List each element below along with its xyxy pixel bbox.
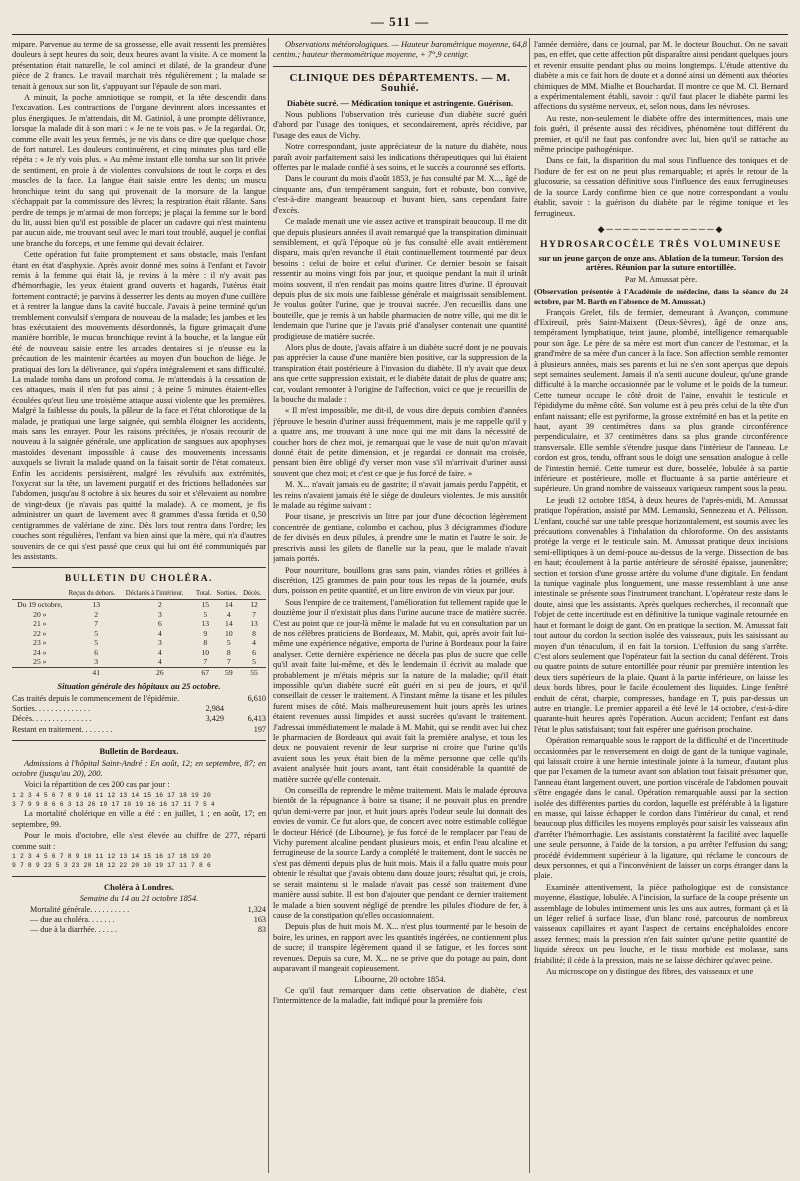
situation-values xyxy=(186,725,266,735)
table-cell: 5 xyxy=(94,638,99,648)
table-cell: 4 xyxy=(157,628,162,638)
table-cell: 67 xyxy=(195,667,216,677)
table-cell: 59 xyxy=(216,667,243,677)
column-header: Reçus du dehors. xyxy=(68,588,125,600)
paragraph: La mortalité cholérique en ville a été : en juillet, 1 ; en août, 17; en septembre, 99. xyxy=(12,809,266,829)
cholera-table xyxy=(12,588,266,678)
meteo-observations: Observations météorologiques. — Hauteur barométrique moyenne, 64,8 centim.; hauteur thermométrique moyenne, + 7°,9 centigr. xyxy=(273,40,527,60)
table-cell: 3 xyxy=(94,657,99,667)
bordeaux-title: Bulletin de Bordeaux. xyxy=(99,746,179,757)
situation-total: 197 xyxy=(253,724,266,734)
daily-cases: 3 7 9 9 8 6 6 3 13 26 19 17 10 19 16 16 17 11 7 5 4 xyxy=(12,800,215,808)
paragraph: Le jeudi 12 octobre 1854, à deux heures de l'après-midi, M. Amussat pratique l'opération, assisté par MM. Lemanski, Sennezeau et A. Pélisson. L'enfant, couché sur une table presque horizontalement, est soumis avec les précautions convenables à l'inhalation du chloroforme. On des assistants protége la verge et le testicule sain. M. Amussat pratique deux incisions semi-elliptiques à un demi-pouce au-dessus de la verge. Dissection de bas en haut; écoulement à la partie antérieure de sérosité épaisse, jaunenâtre; section et torsion d'une grosse artère du volume d'une digitale. En fendant la tunique vaginale plus longuement, une masse ressemblant à une anse intestinale se présente sous l'instrument tranchant. L'opérateur reste dans le doute, ainsi que les assistants. Après quelques recherches, il reconnaît que l'objet de cette incertitude est en définitive la tunique vaginale retournée en haut et formant le doigt de gant. On en pratique la section. M. Amussat fait tout autour du cordon la section isolée des vaisseaux, puis les saisissant au moyen d'un ténaculum, il en fait la torsion. L'effusion du sang s'arrête. C'est alors seulement que l'opérateur fait la section du canal déférent. Trois ou quatre points de suture entortillée pour réunir par première intention les deux tiers supérieurs de la plaie. Quant à la partie inférieure, on laisse les deux bords libres, pour le facile écoulement des liquides. Linge fenêtré enduit de cérat, charpie, compresses, bandage en T, puis par-dessus un autre en triangle. Le premier appareil a été levé le 14 octobre, c'est-à-dire quarante-huit heures après l'opération. Aucun accident; l'enfant est dans l'état le plus satisfaisant; tout fait espérer une guérison prochaine. xyxy=(534,495,788,734)
london-label: Mortalité générale. . . . . . . . . . xyxy=(30,904,130,914)
table-row xyxy=(12,600,266,610)
table-cell: 2 xyxy=(157,600,162,610)
situation-label: Sorties. . . . . . . . . . . . . . xyxy=(12,704,91,714)
table-row xyxy=(12,648,266,658)
table-row xyxy=(12,629,266,639)
situation-values xyxy=(186,704,266,714)
table-cell: 41 xyxy=(68,667,125,677)
article-body xyxy=(273,110,527,974)
paragraph: « Il m'est impossible, me dit-il, de vous dire depuis combien d'années j'éprouve le besoin d'uriner aussi fréquemment, mais je me rappelle qu'il y a quatre ans, me trouvant à une noce qui me mit dans la nécessité de coucher hors de chez moi, je remarquai que le vase de nuit qu'on m'avait donné était de petite dimension, et je regardai ce donnait ma croisée, pensant bien être obligé d'y verser mon vase s'il m'arrivait d'uriner aussi souvent que chez moi; et c'est ce que je fus forcé de faire. » xyxy=(273,406,527,478)
london-subtitle: Semaine du 14 au 21 octobre 1854. xyxy=(79,894,199,904)
paragraph: Cette opération fut faite promptement et sans obstacle, mais l'enfant étant en état d'asphyxie. Après avoir donné mes soins à l'enfant et l'avoir remis à la femme qui était là, je revins à la mère : il n'y avait pas d'hémorrhagie, les yeux étaient grand ouverts et hagards, l'utérus était fortement contracté; je parvins à desserrer les dents au moyen d'une cuillère et à rentrer la langue dans la cavité buccale. J'avais à peine terminé qu'un tremblement convulsif s'empara de nouveau de la malade; les jambes et les bras exécutaient des mouvements désordonnés, la figure grimaçait d'une manière horrible, le mucus bronchique revint à la bouche, et la langue eût été de nouveau saisie entre les arcades dentaires si je n'eusse eu la précaution de les maintenir écartées au moyen d'un bouchon de liége. Je pratiquai des lors la délivrance, qui s'opéra intégralement et sans difficulté. La malade tomba dans un profond coma. Je m'attendais à la cessation de ces attaques, mais il n'en fut pas ainsi ; à peine 5 minutes étaient-elles écoulées qu'eut lieu une troisième attaque aussi violente que les premières. Malgré la faiblesse du pouls, la pâleur de la face et l'état chlorotique de la malade, je pratiquai une large saignée, qui sembla éloigner les accidents, mais sans les enrayer. Pour les raisons précitées, je n'osais recourir de nouveau à la saignée générale, une application de sangsues aux apophyses mastoïdes devenant impossible à cause des mouvements incessants auxquels se livrait la malade quand on la faisait sortir de l'état comateux. Enfin les accidents persistèrent, malgré les révulsifs aux extrémités, l'oxycrat sur la tête, un lavement purgatif et des frictions belladonées sur l'abdomen, jusqu'au 8 octobre à six heures du soir et s'élevaient au nombre de vingt-deux (je n'avais pas quitté la malade). A ce moment, je fis administrer un quart de lavement avec 8 grammes d'assa fœtida et 0,50 centigrammes de valériane de zinc. Dès lors tout rentra dans l'ordre; les couches sont régulières, l'enfant va bien ainsi que la mère, qui n'a d'autres souvenirs de ce qui s'est passé que ceux qui lui ont été communiqués par les assistants. xyxy=(12,250,266,561)
london-label: — due à la diarrhée. . . . . . xyxy=(30,925,118,935)
situation-values xyxy=(186,714,266,724)
london-value: 83 xyxy=(257,925,266,935)
column-divider xyxy=(268,38,269,1173)
table-cell: 5 xyxy=(252,657,256,667)
header-rule xyxy=(12,34,788,35)
table-cell: 22 » xyxy=(33,628,47,638)
presentation-note: (Observation présentée à l'Académie de médecine, dans la séance du 24 octobre, par M. Barth en l'absence de M. Amussat.) xyxy=(534,287,788,306)
situation-row xyxy=(12,714,266,724)
bulletin-title: BULLETIN DU CHOLÉRA. xyxy=(65,574,213,585)
table-cell: 9 xyxy=(203,628,208,638)
table-cell: 7 xyxy=(226,657,231,667)
table-cell: 10 xyxy=(201,647,210,657)
table-cell: 8 xyxy=(252,628,256,638)
situation-total: 6,413 xyxy=(247,714,266,724)
table-cell: 4 xyxy=(252,638,256,648)
paragraph: Notre correspondant, juste appréciateur de la nature du diabète, nous paraît avoir parfaitement saisi les indications thérapeutiques qui lui étaient offertes par le malade confié à ses soins, et le succès a couronné ses efforts. xyxy=(273,142,527,173)
situation-row xyxy=(12,694,266,704)
table-header-row xyxy=(12,588,266,600)
table-cell: 6 xyxy=(94,647,99,657)
situation-title: Situation générale des hôpitaux au 25 octobre. xyxy=(57,681,221,692)
table-cell: 5 xyxy=(94,628,99,638)
table-cell: 14 xyxy=(225,600,233,610)
london-row xyxy=(12,925,266,935)
table-cell: 55 xyxy=(242,667,266,677)
column-header: Sorties. xyxy=(216,588,243,600)
section-rule xyxy=(12,876,266,877)
london-value: 1,324 xyxy=(247,904,266,914)
table-cell: 8 xyxy=(226,647,231,657)
paragraph: Depuis plus de huit mois M. X... n'est plus tourmenté par le besoin de boire, les urines, en rapport avec les quantités ingérées, ne contiennent plus de sucre; il transpire légèrement quand il se fatigue, et les forces sont revenues. Depuis sa cure, M. X... ne se prive que du potage au pain, dont auparavant il mangeait copieusement. xyxy=(273,922,527,973)
hydro-title: HYDROSARCOCÈLE TRÈS VOLUMINEUSE xyxy=(540,240,782,251)
author-line: Par M. Amussat père. xyxy=(624,274,698,284)
table-row xyxy=(12,619,266,629)
paragraph: Au reste, non-seulement le diabète offre des intermittences, mais une fois guéri, il présente aussi des récidives, phénomène tout différent du premier, et qu'il ne faut pas confondre avec lui, bien qu'il se rattache au même principe pathogénique. xyxy=(534,113,788,155)
section-rule xyxy=(12,740,266,741)
london-label: — due au choléra. . . . . . . xyxy=(30,914,115,924)
situation-row xyxy=(12,704,266,714)
situation-label: Décès. . . . . . . . . . . . . . . xyxy=(12,714,92,724)
table-cell: 20 » xyxy=(33,609,47,619)
table-cell: 14 xyxy=(225,619,233,629)
ornament-divider: ◆─────────────◆ xyxy=(597,223,725,234)
clinic-subtitle: Diabète sucré. — Médication tonique et astringente. Guérison. xyxy=(286,97,514,108)
table-total-row xyxy=(12,667,266,677)
section-rule xyxy=(273,66,527,67)
paragraph: Pour le mois d'octobre, elle s'est élevée au chiffre de 277, réparti comme suit : xyxy=(12,831,266,851)
day-numbers: 1 2 3 4 5 6 7 8 9 10 11 12 13 14 15 16 17 18 19 20 xyxy=(12,791,211,799)
clinic-title: CLINIQUE DES DÉPARTEMENTS. — M. Souhié. xyxy=(289,71,511,95)
london-row xyxy=(12,905,266,915)
table-cell: 26 xyxy=(125,667,195,677)
situation-total: 6,610 xyxy=(247,693,266,703)
table-cell: 3 xyxy=(157,638,162,648)
paragraph: Ce qu'il faut remarquer dans cette observation de diabète, c'est l'intermittence de la maladie, fait indiqué pour la première fois xyxy=(273,985,527,1006)
paragraph: On conseilla de reprendre le même traitement. Mais le malade éprouva bientôt de la répugnance à boire sa tisane; il ne pouvait plus en prendre qu'un demi-verre par jour, et huit jours après l'odeur seule lui donnait des envies de vomir. Ce fut alors que, de concert avec notre estimable collègue le docteur Héricé (de Libourne), je fus forcé de le remplacer par l'eau de Vichy purement alcaline pendant plusieurs mois, et enfin l'eau alcaline et ferrugineuse de la source Lardy a complété le traitement, dont le succès ne s'est pas démenti depuis plus de huit mois. Mais il a fallu quatre mois pour obtenir le résultat que j'avais obtenu dans douze jours; résultat qui, je crois, se serait maintenu si le malade n'avait pas cessé son traitement d'une manière aussi subite. Il est bon d'ajouter que pendant ce dernier traitement le malade a bien souvent négligé de prendre les pilules d'iodure de fer, à cause de la constipation qu'elles occasionnaient. xyxy=(273,786,527,920)
situation-value: 2,984 xyxy=(205,704,224,714)
table-cell: 13 xyxy=(201,619,210,629)
situation-value: 3,429 xyxy=(205,714,224,724)
paragraph: Alors plus de doute, j'avais affaire à un diabète sucré dont je ne pouvais pas apprécier la cause d'une manière bien positive, car la suppression de la transpiration était postérieure à l'invasion du diabète. Il n'y avait que deux ans que cette suppression existait, et le diabète datait de plus de quatre ans; car, voulant remonter à l'origine de l'affection, voici ce que je recueillis de la bouche du malade : xyxy=(273,342,527,404)
situation-label: Cas traités depuis le commencement de l'épidémie. xyxy=(12,693,180,703)
paragraph: François Grelet, fils de fermier, demeurant à Avançon, commune d'Exireuil, près Saint-Maixent (Deux-Sèvres), âgé de onze ans, tempérament lymphatique, teint jaune, plombé, intelligence remarquable pour son âge. Le père de sa mère est mort d'un cancer de l'estomac, et la grand'mère de sa mère d'un cancer à la face. Son affection semble remonter à plusieurs années, mais ses parents et lui ne s'en sont aperçus que depuis sept semaines seulement. Jamais il n'a senti aucune douleur, qu'une grande difficulté à la marche occasionnée par le volume et le poids de la tumeur. Cette tumeur occupe le côté droit de l'aine, envahit le testicule et l'épididyme du même côté. Son volume est à peu près celui de la tête d'un enfant naissant; elle est pyriforme, la grosse extrémité en bas et la petite en haut, ayant 39 centimètres dans sa plus grande circonférence perpendiculaire, et 37 centimètres dans sa plus grande circonférence transversale. Elle semble s'étendre jusque dans l'intérieur de l'anneau. Le cordon est gros, tendu, offrant sous le doigt une sensation analogue à celle de l'intestin hernié. Cette tumeur est dure, bosselée, lobulée à sa partie inférieure et postérieure, molle et fluctuante à sa partie antérieure et supérieure. Un grand nombre de vaisseaux variqueux rampent sous la peau. xyxy=(534,307,788,494)
article-body xyxy=(534,308,788,978)
column-middle xyxy=(273,40,527,1170)
table-cell: 24 » xyxy=(33,647,47,657)
table-cell: 5 xyxy=(226,638,231,648)
paragraph: Ce malade menait une vie assez active et transpirait beaucoup. Il me dit que depuis plusieurs années il avait remarqué que la transpiration diminuait sensiblement, et qu'à l'époque où je fus consulté elle avait entièrement disparu, mais qu'en revanche il était continuellement tourmenté par deux besoins : celui de boire et celui d'uriner. Ce dernier besoin se faisait ressentir au moins vingt fois par jour, et quoique pendant la nuit il urinât moins souvent, il n'en rendait pas moins quatre litres d'urine. Il éprouvait depuis plus de six mois une faiblesse générale et maigrissait sensiblement. Je voulus goûter l'urine, que je trouvai sucrée. J'en recueillis dans une bouteille, que je remis à un habile pharmacien de notre ville, qui me dit le lendemain que l'urine que je l'avais prié d'analyser contenait une quantité prodigieuse de matière sucrée. xyxy=(273,217,527,341)
column-header: Déclarés à l'intérieur. xyxy=(125,588,195,600)
table-row xyxy=(12,610,266,620)
table-cell: 7 xyxy=(94,619,99,629)
table-cell: 10 xyxy=(225,628,233,638)
table-cell: 6 xyxy=(252,647,256,657)
table-cell: 7 xyxy=(252,609,256,619)
paragraph: M. X... n'avait jamais eu de gastrite; il n'avait jamais perdu l'appétit, et les reins n'avaient jamais été le siège de douleurs violentes. Je mis aussitôt le malade au régime suivant : xyxy=(273,480,527,511)
hydro-subtitle: sur un jeune garçon de onze ans. Ablation de la tumeur. Torsion des artères. Réunion par la suture entortillée. xyxy=(538,252,784,273)
paragraph: Opération remarquable sous le rapport de la difficulté et de l'incertitude occasionnées par le renversement en doigt de gant de la tunique vaginale, qui laissait croire à une hernie intestinale jointe à la tumeur, d'autant plus que par l'examen de la tumeur avant son ablation tout faisait présumer que, l'anneau étant largement ouvert, une portion viscérale de l'abdomen pouvait s'être engagée dans le canal. Opération remarquable aussi par la section isolée des différentes parties du cordon, laquelle est préférable à la ligature en masse, qui laisse échapper le cordon dans l'intérieur du canal, et rend beaucoup plus difficiles les moyens employés pour saisir les vaisseaux afin d'arrêter l'hémorrhagie. Les assistants constatèrent la facilité avec laquelle une seule personne, à l'aide de la torsion, a pu arrêter l'effusion du sang; procédé évidemment supérieur à la ligature, qui réclame le concours de deux personnes, et qui a l'inconvénient de laisser un corps étranger dans la plaie. xyxy=(534,736,788,881)
london-list xyxy=(12,905,266,936)
column-right xyxy=(534,40,788,1170)
table-cell: Du 19 octobre, xyxy=(17,600,63,610)
table-row xyxy=(12,638,266,648)
table-cell: 4 xyxy=(157,647,162,657)
column-left xyxy=(12,40,266,1170)
day-numbers: 1 2 3 4 5 6 7 8 9 10 11 12 13 14 15 16 17 18 19 20 xyxy=(12,853,211,861)
table-cell: 2 xyxy=(94,609,99,619)
paragraph: Pour nourriture, bouillons gras sans pain, viandes rôties et grillées à discrétion, 125 grammes de pain pour tous les repas de la journée, œufs durs, poisson en petite quantité, et un litre environ de vin vieux par jour. xyxy=(273,565,527,596)
article-continuation xyxy=(534,40,788,219)
paragraph: Voici la répartition de ces 200 cas par jour : xyxy=(24,780,170,790)
table-cell: 8 xyxy=(203,638,208,648)
london-row xyxy=(12,915,266,925)
signoff: Libourne, 20 octobre 1854. xyxy=(354,975,446,985)
situation-label: Restant en traitement. . . . . . . . xyxy=(12,724,113,734)
paragraph: Sous l'empire de ce traitement, l'amélioration fut tellement rapide que le douzième jour il n'existait plus dans l'urine aucune trace de matière sucrée. C'est au point que ce jour-là même le malade fut vu en consultation par un de nos célèbres praticiens de Bordeaux, M. Mabit, qui, après avoir fait lui-même une expérience négative, emporta de l'urine à Bordeaux pour la faire analyser. Cette dernière expérience ne décela pas plus de sucre que celle qu'il avait faite lui-même, et dès le lendemain il écrivit au malade que probablement je m'étais mépris sur la nature de la maladie; qu'il était impossible qu'un diabète sucré eût guéri en si peu de jours, et qu'il conseillait de cesser le traitement. A l'instant même la tisane et les pilules furent mises de côté. Mais malheureusement huit jours après les urines étaient revenues aussi limpides et aussi sucrées qu'avant le traitement. J'adressai immédiatement le malade à M. Mabit, qui se rendit avec lui chez le pharmacien de Bordeaux qui avait fait la première analyse, et tous les deux ne pouvaient revenir de leur surprise ni croire que l'urine qu'ils avaient sous les yeux était bien de la même personne que celle qu'ils avaient analysée huit jours avant, tant était considérable la quantité de matière sucrée qu'elle contenait. xyxy=(273,597,527,784)
table-cell: 6 xyxy=(157,619,162,629)
situation-values xyxy=(186,694,266,704)
table-cell: 13 xyxy=(250,619,258,629)
column-header: Décès. xyxy=(242,588,266,600)
paragraph: Pour tisane, je prescrivis un litre par jour d'une décoction légèrement concentrée de gentiane, colombo et cachou, plus 3 décigrammes d'iodure de fer divisés en deux pilules, à prendre une le matin et l'autre le soir. Je prescrivis aussi les gilets de flanelle sur la peau, que le malade n'avait jamais portés. xyxy=(273,512,527,564)
london-title: Choléra à Londres. xyxy=(104,881,174,892)
table-cell: 13 xyxy=(92,600,100,610)
section-rule xyxy=(12,567,266,568)
paragraph: Examinée attentivement, la pièce pathologique est de consistance moyenne, élastique, lobulée. A l'incision, la surface de la coupe présente un assemblage de lobules intimement unis les uns aux autres, formant çà et là un léger relief à surface lisse, d'un blanc rosé, parcourus de nombreux vaisseaux capillaires et ayant l'aspect de certains encéphaloïdes encore assez fermes; mais la pression n'en fait suinter qu'une petite quantité de liquide séreux un peu louche, et le tissu morbide est molasse, sans friabilité; il cède à la pression, mais ne se laisse déchirer qu'avec peine. xyxy=(534,882,788,965)
page-number: — 511 — xyxy=(370,14,430,29)
london-value: 163 xyxy=(253,914,266,924)
paragraph: l'année dernière, dans ce journal, par M. le docteur Bouchut. On ne savait pas, en effet, que cette affection pût disparaître ainsi pendant quelques jours et revenir ensuite pendant plus ou moins longtemps. L'étude attentive du diabète a mis ce fait hors de doute et a donné ainsi un démenti aux théories chimiques de MM. Mialhe et Bouchardat. Il montre ce que M. Cl. Bernard a expérimentalement établi, savoir : qu'il faut placer le diabète parmi les affections du système nerveux, et, selon nous, dans les névroses. xyxy=(534,40,788,112)
paragraph: mipare. Parvenue au terme de sa grossesse, elle avait ressenti les premières douleurs à sept heures du soir, deux heures avant la visite. A ce moment la présentation était naturelle, le col aminci et dilaté, de la grandeur d'une pièce de 2 francs. Le travail marchait très régulièrement ; la malade se tenait à genoux sur son lit, s'appuyant sur l'épaule de son mari. xyxy=(12,40,266,91)
table-cell: 4 xyxy=(157,657,162,667)
table-cell: 7 xyxy=(203,657,208,667)
paragraph: Dans ce fait, la disparition du mal sous l'influence des toniques et de l'iodure de fer est on ne peut plus remarquable; et après le retour de la glucosurie, sa cessation définitive sous l'influence des eaux ferrugineuses de la source Lardy confirme bien ce que notre correspondant a voulu établir, savoir : la guérison du diabète par le régime tonique et les ferrugineux. xyxy=(534,156,788,218)
paragraph: A minuit, la poche amniotique se rompit, et la tête descendit dans l'excavation. Les contractions de l'organe devinrent alors incessantes et plus énergiques. Je m'attendais, dit M. Gatiniol, à une prompte délivrance, lorsque la malade dit à son mari : « Je ne te vois pas. » Je la regardai. Or, comme elle avait les yeux fermés, je ne vis dans ce dire que quelque chose de fort naturel. Les douleurs continuèrent, et cinq minutes plus tard elle répéta : « Je n'y vois plus. » Au même instant elle tomba sur son lit privée de sentiment, en proie à de violentes convulsions de tout le corps et des muscles de la face. La langue était saisie entre les dents; un muscu bronchique teint du sang qui provenait de la morsure de la langue s'échappait par la commissure des lèvres; la respiration était râlante. Sans perdre de temps je m'armai de mon forceps; je plaçai la femme sur le bord du lit, aussi bien qu'il est possible de placer un cadavre qui n'est maintenu par aucun aide, me trouvant seul avec le mari tout troublé, auquel je confiai une branche du forceps, et une femme qui devait éclairer. xyxy=(12,93,266,248)
daily-deaths: 9 7 8 9 23 5 3 23 20 18 12 22 20 10 19 17 11 7 8 6 xyxy=(12,861,211,869)
table-cell: 12 xyxy=(250,600,258,610)
table-cell: 23 » xyxy=(33,638,47,648)
table-cell: 5 xyxy=(203,609,208,619)
table-cell: 3 xyxy=(157,609,162,619)
paragraph: Nous publions l'observation très curieuse d'un diabète sucré guéri d'abord par l'usage des toniques, et secondairement, après récidive, par l'usage des eaux de Vichy. xyxy=(273,110,527,140)
column-divider xyxy=(529,38,530,1173)
paragraph: Admissions à l'hôpital Saint-André : En août, 12; en septembre, 87; en octobre (jusqu'au 20), 200. xyxy=(12,758,266,779)
table-body xyxy=(12,600,266,678)
table-cell: 25 » xyxy=(33,657,47,667)
paragraph: Au microscope on y distingue des fibres, des vaisseaux et une xyxy=(546,967,754,977)
column-header xyxy=(12,588,68,600)
column-header: Total. xyxy=(195,588,216,600)
table-cell: 4 xyxy=(226,609,231,619)
paragraph: Dans le courant du mois d'août 1853, je fus consulté par M. X..., âgé de cinquante ans, d'un tempérament sanguin, fort et robuste, bon convive, c'est-à-dire mangeant beaucoup et buvant bien, sans cependant faire d'excès. xyxy=(273,174,527,215)
table-cell: 15 xyxy=(201,600,210,610)
table-cell: 21 » xyxy=(33,619,47,629)
table-row xyxy=(12,657,266,667)
situation-list xyxy=(12,694,266,736)
table-cell xyxy=(12,667,68,677)
situation-row xyxy=(12,725,266,735)
